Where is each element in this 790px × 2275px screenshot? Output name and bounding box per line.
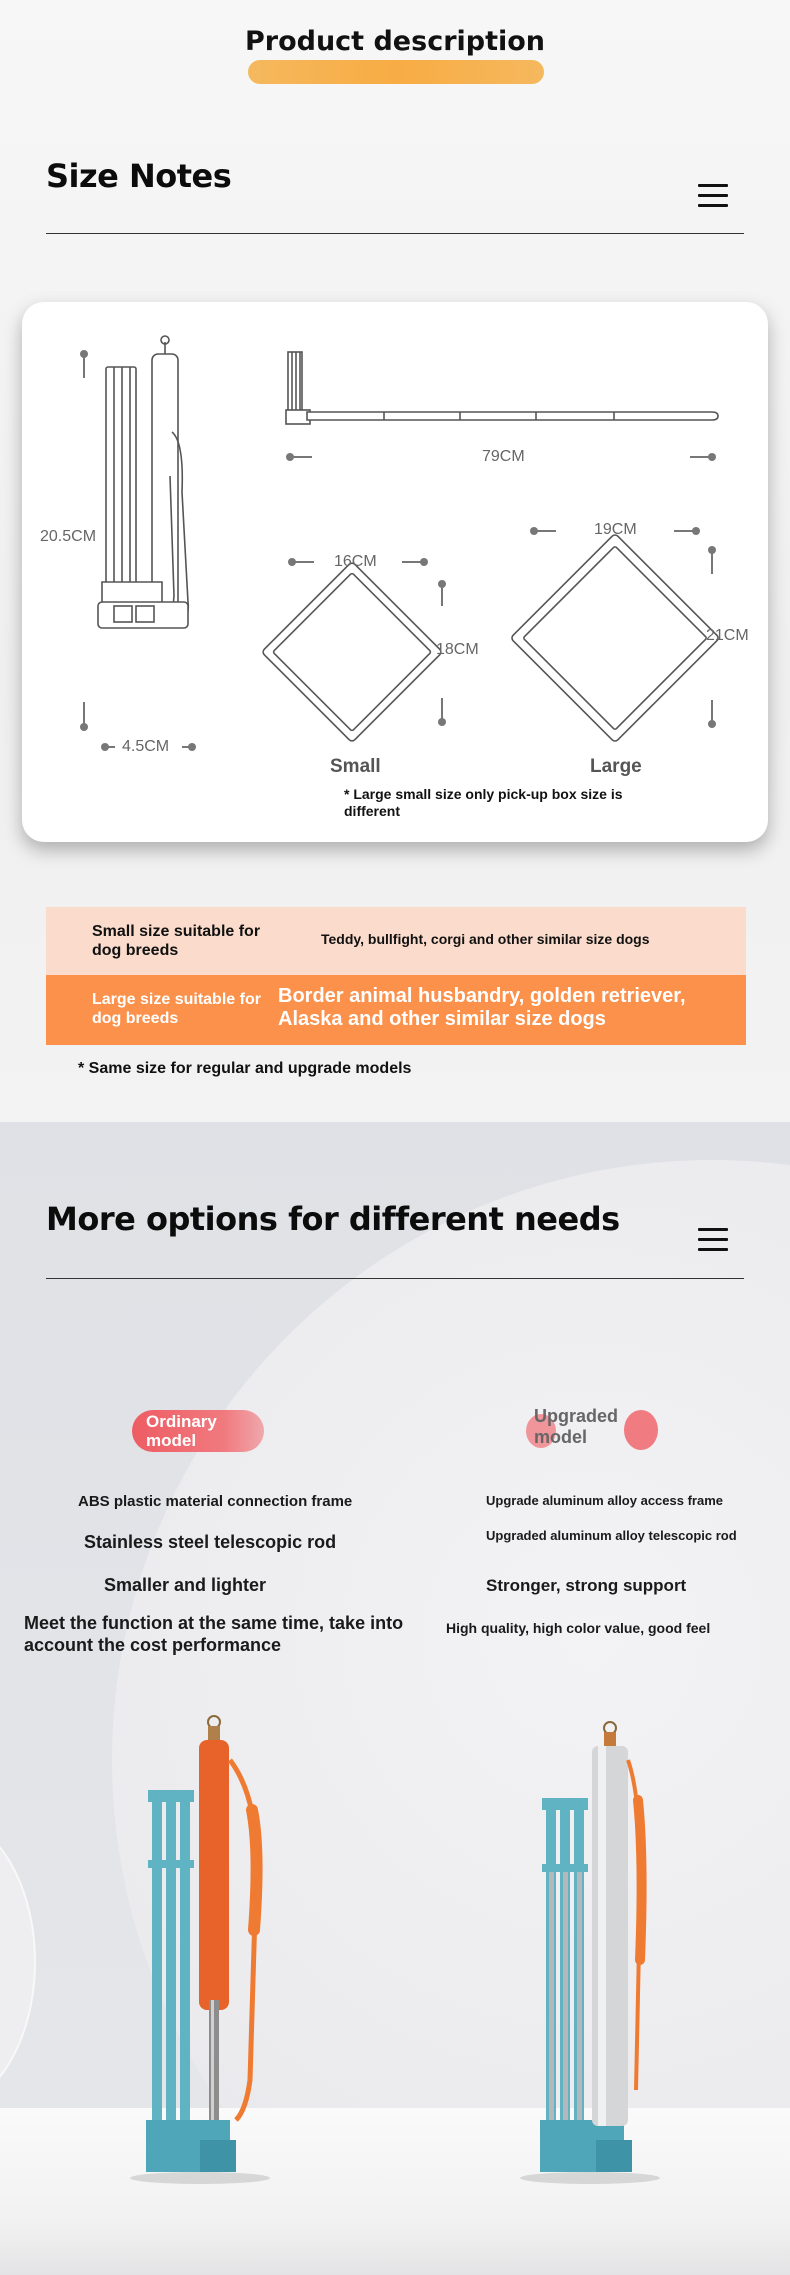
- ordinary-model-image: [130, 1716, 270, 2184]
- ordinary-model-tag: [132, 1410, 264, 1452]
- width-label: 4.5CM: [122, 738, 170, 755]
- size-diagram: [22, 302, 768, 842]
- size-diagram-card: [22, 302, 768, 842]
- length-label: 79CM: [482, 448, 525, 465]
- upgraded-model-image: [520, 1722, 660, 2184]
- table-row: [46, 907, 746, 975]
- small-breed-value: Teddy, bullfight, corgi and other similar size dogs: [321, 931, 650, 947]
- small-breed-label: Small size suitable for dog breeds: [92, 923, 261, 959]
- size-notes-heading: Size Notes: [46, 157, 232, 195]
- menu-icon[interactable]: [698, 1228, 728, 1252]
- ordinary-feature: ABS plastic material connection frame: [78, 1493, 353, 1510]
- height-label: 20.5CM: [40, 528, 97, 545]
- upgraded-feature: Stronger, strong support: [486, 1576, 687, 1595]
- page-title: Product description: [244, 26, 546, 57]
- same-size-note: * Same size for regular and upgrade models: [78, 1060, 412, 1077]
- upgraded-model-label: Upgraded model: [534, 1406, 619, 1447]
- ordinary-model-label: Ordinary model: [146, 1412, 217, 1450]
- upgraded-feature: Upgraded aluminum alloy telescopic rod: [486, 1528, 737, 1543]
- table-row: [46, 975, 746, 1045]
- large-height-label: 21CM: [706, 627, 749, 644]
- small-frame-drawing: [261, 561, 442, 742]
- ordinary-feature: Meet the function at the same time, take into account the cost performance: [24, 1613, 404, 1655]
- large-caption: Large: [590, 756, 642, 777]
- large-breed-label: Large size suitable for dog breeds: [92, 991, 261, 1027]
- size-note: * Large small size only pick-up box size is different: [344, 786, 623, 819]
- ordinary-feature: Smaller and lighter: [104, 1575, 267, 1595]
- small-height-label: 18CM: [436, 641, 479, 658]
- large-frame-drawing: [510, 533, 719, 742]
- upgraded-feature: Upgrade aluminum alloy access frame: [486, 1493, 723, 1508]
- menu-icon[interactable]: [698, 184, 728, 208]
- small-width-label: 16CM: [334, 553, 377, 570]
- extended-product-drawing: [286, 352, 718, 424]
- divider: [46, 233, 744, 234]
- ordinary-feature: Stainless steel telescopic rod: [84, 1532, 337, 1552]
- large-breed-value: Border animal husbandry, golden retriever, Alaska and other similar size dogs: [278, 985, 686, 1030]
- title-highlight: [248, 60, 544, 84]
- product-illustrations: [0, 1700, 790, 2200]
- upgraded-feature: High quality, high color value, good feel: [446, 1620, 711, 1636]
- divider: [46, 1278, 744, 1279]
- breed-table: [46, 907, 746, 1045]
- large-width-label: 19CM: [594, 521, 637, 538]
- small-caption: Small: [330, 756, 381, 777]
- folded-product-drawing: [98, 336, 188, 628]
- options-heading: More options for different needs: [46, 1200, 620, 1238]
